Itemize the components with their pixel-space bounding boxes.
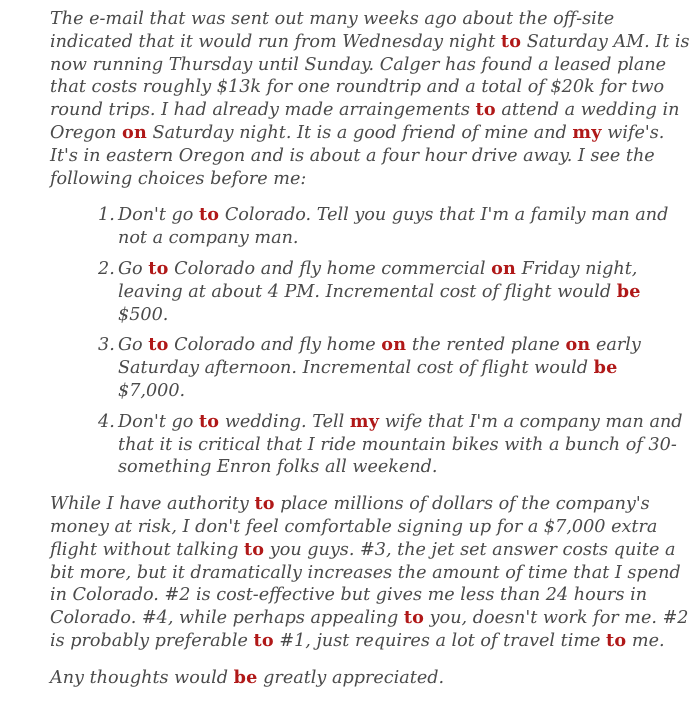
choice-item-2 [50, 258, 690, 326]
text-run: greatly appreciated. [257, 667, 445, 688]
choice-text [118, 335, 641, 401]
text-run: Go [118, 335, 149, 356]
email-body [50, 8, 690, 704]
highlighted-word: to [148, 334, 169, 356]
highlighted-word: to [198, 410, 220, 432]
choice-number: 2. [98, 258, 115, 279]
text-run: $7,000. [118, 380, 186, 401]
text-run: wedding. Tell [219, 411, 350, 432]
text-run: Saturday AM. It is now running Thursday until Sunday. Calger has found a leased plane that costs roughly $13k for one roundtrip and a total of $20k for two round trips. I had already made arraingements [50, 31, 690, 121]
text-run: Colorado and fly home commercial [168, 258, 492, 279]
highlighted-word: be [616, 280, 641, 302]
highlighted-word: be [593, 357, 618, 379]
text-run: place millions of dollars of the company's money at risk, I don't feel comfortable signing up for a $7,000 extra flight without talking [50, 494, 658, 560]
intro-paragraph [50, 8, 690, 190]
choice-text [118, 412, 683, 478]
closing-paragraph [50, 667, 690, 690]
choice-item-3 [50, 334, 690, 402]
choice-text [118, 259, 641, 325]
text-run: Colorado and fly home [168, 335, 382, 356]
text-run: Don't go [118, 205, 199, 226]
text-run: Go [118, 258, 149, 279]
highlighted-word: on [122, 121, 147, 143]
highlighted-word: to [253, 629, 274, 651]
highlighted-word: to [198, 204, 220, 226]
reasoning-paragraph [50, 493, 690, 653]
highlighted-word: to [254, 493, 275, 515]
choice-item-1 [50, 204, 690, 250]
highlighted-word: to [475, 99, 496, 121]
highlighted-word: to [148, 257, 169, 279]
text-run: The e-mail that was sent out many weeks ago about the off-site indicated that it would run from Wednesday night [50, 9, 615, 52]
choice-number: 1. [98, 205, 115, 226]
text-run: #1, just requires a lot of travel time [273, 630, 607, 651]
highlighted-word: my [349, 410, 380, 432]
choice-number: 4. [98, 411, 115, 432]
text-run: Saturday night. It is a good friend of mine and [146, 122, 573, 143]
choice-text [118, 205, 668, 248]
highlighted-word: to [243, 538, 265, 560]
highlighted-word: on [381, 334, 407, 356]
highlighted-word: to [403, 607, 425, 629]
highlighted-word: my [572, 121, 602, 143]
highlighted-word: to [606, 629, 627, 651]
text-run: wife that I'm a company man and that it is critical that I ride mountain bikes with a bunch of 30-something Enron folks all weekend. [118, 411, 683, 478]
text-run: $500. [118, 304, 169, 325]
highlighted-word: to [500, 30, 522, 52]
highlighted-word: on [565, 334, 591, 356]
choices-list [50, 204, 690, 479]
text-run: early Saturday afternoon. Incremental cost of flight would [118, 335, 641, 379]
text-run: the rented plane [406, 335, 566, 356]
text-run: wife's. It's in eastern Oregon and is about a four hour drive away. I see the following choices before me: [50, 122, 665, 189]
text-run: Any thoughts would [50, 667, 234, 688]
text-run: you guys. #3, the jet set answer costs quite a bit more, but it dramatically increases the amount of time that I spend in Colorado. #2 is cost-effective but gives me less than 24 hours in Colorado. #4, while perhaps appealing [50, 539, 681, 629]
text-run: attend a wedding in Oregon [50, 100, 680, 143]
highlighted-word: on [491, 257, 517, 279]
text-run: you, doesn't work for me. #2 is probably preferable [50, 608, 689, 651]
choice-item-4 [50, 411, 690, 479]
text-run: Friday night, leaving at about 4 PM. Incremental cost of flight would [118, 258, 638, 302]
highlighted-word: be [233, 666, 258, 688]
text-run: While I have authority [50, 494, 255, 515]
choice-number: 3. [98, 335, 115, 356]
text-run: Don't go [118, 411, 199, 432]
text-run: Colorado. Tell you guys that I'm a family man and not a company man. [118, 205, 669, 249]
text-run: me. [626, 630, 665, 651]
